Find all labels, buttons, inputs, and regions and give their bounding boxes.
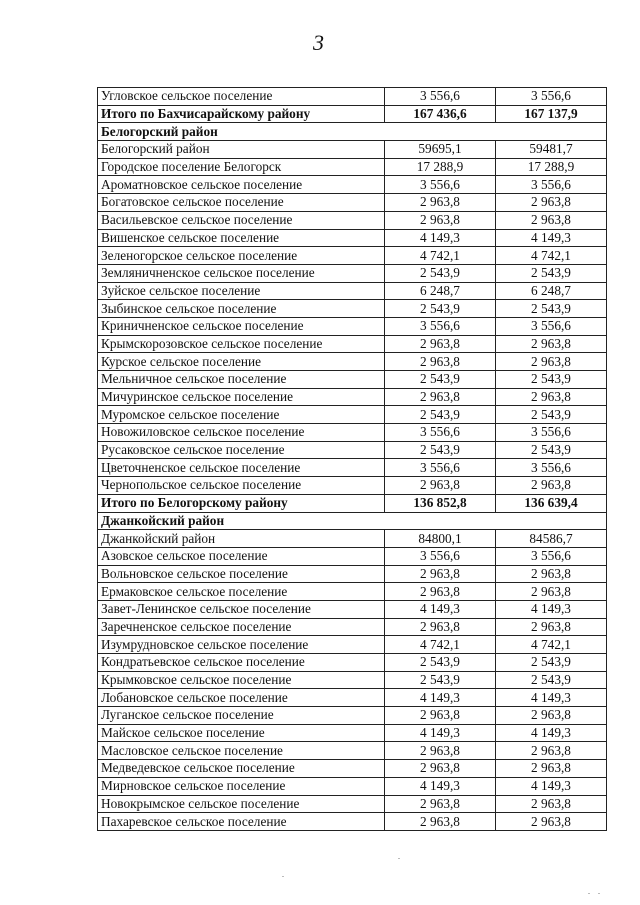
row-name: Мельничное сельское поселение xyxy=(98,371,385,389)
value-col-1: 2 963,8 xyxy=(385,707,496,725)
value-col-1: 3 556,6 xyxy=(385,424,496,442)
section-title: Белогорский район xyxy=(98,123,607,141)
value-col-1: 84800,1 xyxy=(385,530,496,548)
value-col-1: 4 149,3 xyxy=(385,777,496,795)
value-col-2: 136 639,4 xyxy=(496,494,607,512)
value-col-1: 136 852,8 xyxy=(385,494,496,512)
section-header-row xyxy=(98,512,607,530)
value-col-1: 4 149,3 xyxy=(385,600,496,618)
value-col-2: 2 543,9 xyxy=(496,441,607,459)
value-col-1: 2 963,8 xyxy=(385,565,496,583)
table-row xyxy=(98,317,607,335)
table-row xyxy=(98,194,607,212)
row-name: Городское поселение Белогорск xyxy=(98,158,385,176)
scan-speck xyxy=(282,876,284,877)
table-row xyxy=(98,813,607,831)
table-row xyxy=(98,300,607,318)
row-name: Итого по Бахчисарайскому району xyxy=(98,105,385,123)
table-row xyxy=(98,388,607,406)
row-name: Васильевское сельское поселение xyxy=(98,211,385,229)
row-name: Крымскорозовское сельское поселение xyxy=(98,335,385,353)
value-col-2: 59481,7 xyxy=(496,141,607,159)
row-name: Мичуринское сельское поселение xyxy=(98,388,385,406)
row-name: Зеленогорское сельское поселение xyxy=(98,247,385,265)
row-name: Земляничненское сельское поселение xyxy=(98,264,385,282)
table-row xyxy=(98,724,607,742)
scan-speck xyxy=(598,893,600,894)
row-name: Курское сельское поселение xyxy=(98,353,385,371)
row-name: Богатовское сельское поселение xyxy=(98,194,385,212)
table-row xyxy=(98,158,607,176)
row-name: Муромское сельское поселение xyxy=(98,406,385,424)
value-col-1: 3 556,6 xyxy=(385,88,496,106)
value-col-2: 2 963,8 xyxy=(496,565,607,583)
value-col-2: 2 963,8 xyxy=(496,618,607,636)
value-col-1: 2 963,8 xyxy=(385,194,496,212)
row-name: Цветочненское сельское поселение xyxy=(98,459,385,477)
value-col-1: 2 963,8 xyxy=(385,618,496,636)
value-col-2: 2 963,8 xyxy=(496,813,607,831)
row-name: Новокрымское сельское поселение xyxy=(98,795,385,813)
value-col-2: 4 149,3 xyxy=(496,777,607,795)
value-col-2: 2 963,8 xyxy=(496,707,607,725)
value-col-1: 3 556,6 xyxy=(385,176,496,194)
row-name: Вишенское сельское поселение xyxy=(98,229,385,247)
row-name: Азовское сельское поселение xyxy=(98,547,385,565)
table-row xyxy=(98,636,607,654)
row-name: Ароматновское сельское поселение xyxy=(98,176,385,194)
table-row xyxy=(98,247,607,265)
table-row xyxy=(98,777,607,795)
row-name: Зыбинское сельское поселение xyxy=(98,300,385,318)
value-col-1: 4 149,3 xyxy=(385,229,496,247)
value-col-2: 3 556,6 xyxy=(496,459,607,477)
value-col-1: 59695,1 xyxy=(385,141,496,159)
value-col-2: 2 963,8 xyxy=(496,742,607,760)
value-col-1: 4 742,1 xyxy=(385,247,496,265)
table-row xyxy=(98,477,607,495)
row-name: Лобановское сельское поселение xyxy=(98,689,385,707)
value-col-1: 2 543,9 xyxy=(385,264,496,282)
value-col-2: 3 556,6 xyxy=(496,317,607,335)
section-title: Джанкойский район xyxy=(98,512,607,530)
row-name: Кондратьевское сельское поселение xyxy=(98,654,385,672)
value-col-2: 3 556,6 xyxy=(496,547,607,565)
table-row xyxy=(98,371,607,389)
table-row xyxy=(98,176,607,194)
table-row xyxy=(98,707,607,725)
row-name: Изумрудновское сельское поселение xyxy=(98,636,385,654)
value-col-1: 2 963,8 xyxy=(385,211,496,229)
row-name: Медведевское сельское поселение xyxy=(98,760,385,778)
row-name: Новожиловское сельское поселение xyxy=(98,424,385,442)
table-row xyxy=(98,406,607,424)
value-col-2: 3 556,6 xyxy=(496,424,607,442)
row-name: Заречненское сельское поселение xyxy=(98,618,385,636)
table-row xyxy=(98,795,607,813)
value-col-2: 2 963,8 xyxy=(496,353,607,371)
table-row xyxy=(98,742,607,760)
value-col-2: 2 543,9 xyxy=(496,371,607,389)
value-col-2: 2 963,8 xyxy=(496,335,607,353)
budget-table xyxy=(97,87,607,831)
value-col-1: 2 963,8 xyxy=(385,760,496,778)
table-row xyxy=(98,264,607,282)
value-col-1: 167 436,6 xyxy=(385,105,496,123)
value-col-1: 2 963,8 xyxy=(385,388,496,406)
row-name: Масловское сельское поселение xyxy=(98,742,385,760)
value-col-1: 2 543,9 xyxy=(385,654,496,672)
table-row xyxy=(98,583,607,601)
value-col-1: 2 963,8 xyxy=(385,742,496,760)
row-name: Завет-Ленинское сельское поселение xyxy=(98,600,385,618)
value-col-2: 84586,7 xyxy=(496,530,607,548)
value-col-2: 2 543,9 xyxy=(496,300,607,318)
row-name: Луганское сельское поселение xyxy=(98,707,385,725)
value-col-2: 2 543,9 xyxy=(496,406,607,424)
value-col-1: 2 543,9 xyxy=(385,371,496,389)
table-row xyxy=(98,229,607,247)
value-col-2: 2 963,8 xyxy=(496,194,607,212)
value-col-1: 2 543,9 xyxy=(385,300,496,318)
row-name: Джанкойский район xyxy=(98,530,385,548)
value-col-1: 4 742,1 xyxy=(385,636,496,654)
table-row xyxy=(98,441,607,459)
value-col-2: 2 963,8 xyxy=(496,477,607,495)
value-col-1: 3 556,6 xyxy=(385,547,496,565)
value-col-2: 167 137,9 xyxy=(496,105,607,123)
table-row xyxy=(98,211,607,229)
row-name: Зуйское сельское поселение xyxy=(98,282,385,300)
table-row xyxy=(98,654,607,672)
scan-speck xyxy=(398,858,400,859)
row-name: Белогорский район xyxy=(98,141,385,159)
value-col-2: 17 288,9 xyxy=(496,158,607,176)
value-col-1: 2 963,8 xyxy=(385,353,496,371)
table-row xyxy=(98,88,607,106)
table-row xyxy=(98,335,607,353)
value-col-2: 4 742,1 xyxy=(496,636,607,654)
value-col-2: 4 149,3 xyxy=(496,600,607,618)
row-name: Майское сельское поселение xyxy=(98,724,385,742)
value-col-2: 3 556,6 xyxy=(496,88,607,106)
table-row xyxy=(98,459,607,477)
value-col-2: 4 149,3 xyxy=(496,689,607,707)
value-col-1: 2 963,8 xyxy=(385,813,496,831)
table-row xyxy=(98,618,607,636)
value-col-2: 2 963,8 xyxy=(496,211,607,229)
page-number: 3 xyxy=(313,30,324,55)
row-name: Итого по Белогорскому району xyxy=(98,494,385,512)
table-row xyxy=(98,530,607,548)
value-col-1: 2 543,9 xyxy=(385,406,496,424)
row-name: Русаковское сельское поселение xyxy=(98,441,385,459)
value-col-1: 4 149,3 xyxy=(385,724,496,742)
table-row xyxy=(98,141,607,159)
value-col-1: 4 149,3 xyxy=(385,689,496,707)
row-name: Угловское сельское поселение xyxy=(98,88,385,106)
value-col-2: 6 248,7 xyxy=(496,282,607,300)
value-col-1: 6 248,7 xyxy=(385,282,496,300)
table-row xyxy=(98,671,607,689)
total-row xyxy=(98,494,607,512)
table-row xyxy=(98,282,607,300)
value-col-2: 3 556,6 xyxy=(496,176,607,194)
value-col-1: 2 543,9 xyxy=(385,441,496,459)
row-name: Пахаревское сельское поселение xyxy=(98,813,385,831)
value-col-1: 2 963,8 xyxy=(385,583,496,601)
section-header-row xyxy=(98,123,607,141)
value-col-2: 4 742,1 xyxy=(496,247,607,265)
table-row xyxy=(98,565,607,583)
value-col-2: 2 543,9 xyxy=(496,654,607,672)
value-col-1: 2 963,8 xyxy=(385,795,496,813)
table-row xyxy=(98,689,607,707)
row-name: Чернопольское сельское поселение xyxy=(98,477,385,495)
value-col-2: 2 543,9 xyxy=(496,264,607,282)
row-name: Криничненское сельское поселение xyxy=(98,317,385,335)
value-col-1: 2 963,8 xyxy=(385,335,496,353)
row-name: Крымковское сельское поселение xyxy=(98,671,385,689)
value-col-2: 2 963,8 xyxy=(496,795,607,813)
table-body xyxy=(98,88,607,831)
value-col-2: 2 963,8 xyxy=(496,760,607,778)
value-col-2: 4 149,3 xyxy=(496,724,607,742)
table-row xyxy=(98,353,607,371)
table-row xyxy=(98,760,607,778)
value-col-1: 2 543,9 xyxy=(385,671,496,689)
row-name: Ермаковское сельское поселение xyxy=(98,583,385,601)
row-name: Вольновское сельское поселение xyxy=(98,565,385,583)
table-row xyxy=(98,424,607,442)
value-col-2: 2 543,9 xyxy=(496,671,607,689)
value-col-1: 3 556,6 xyxy=(385,317,496,335)
total-row xyxy=(98,105,607,123)
value-col-2: 2 963,8 xyxy=(496,388,607,406)
value-col-2: 4 149,3 xyxy=(496,229,607,247)
value-col-1: 2 963,8 xyxy=(385,477,496,495)
table-row xyxy=(98,547,607,565)
row-name: Мирновское сельское поселение xyxy=(98,777,385,795)
value-col-1: 3 556,6 xyxy=(385,459,496,477)
table-row xyxy=(98,600,607,618)
value-col-1: 17 288,9 xyxy=(385,158,496,176)
scan-speck xyxy=(588,893,590,894)
value-col-2: 2 963,8 xyxy=(496,583,607,601)
